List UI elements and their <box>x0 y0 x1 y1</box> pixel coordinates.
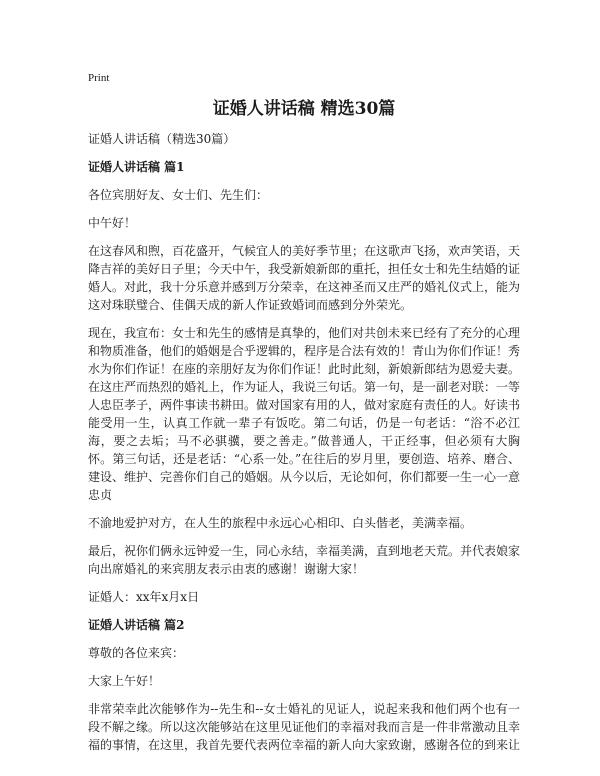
document-subtitle: 证婚人讲话稿（精选30篇） <box>88 132 236 146</box>
paragraph: 中午好！ <box>88 216 137 230</box>
paragraph: 不渝地爱护对方，在人生的旅程中永远心心相印、白头偕老，美满幸福。 <box>88 516 473 530</box>
print-label: Print <box>88 72 110 84</box>
paragraph: 各位宾朋好友、女士们、先生们： <box>88 188 269 202</box>
paragraph: 大家上午好！ <box>88 674 161 688</box>
document-body <box>88 130 520 764</box>
signature-line: 证婚人：xx年x月x日 <box>88 590 200 604</box>
paragraph: 在这春风和煦，百花盛开，气候宜人的美好季节里；在这歌声飞扬，欢声笑语，天降吉祥的美好日子里；今天中午，我受新娘新郎的重托，担任女士和先生结婚的证婚人。对此，我十分乐意并感到万分荣幸，在这神圣而又庄严的婚礼仪式上，能为这对珠联璧合、佳偶天成的新人作证致婚词而感到分外荣光。 <box>88 244 521 312</box>
section-heading: 证婚人讲话稿 篇1 <box>88 160 185 174</box>
paragraph: 非常荣幸此次能够作为--先生和--女士婚礼的见证人，说起来我和他们两个也有一段不解之缘。所以这次能够站在这里见证他们的幸福对我而言是一件非常激动且幸福的事情，在这里，我首先要代表两位幸福的新人向大家致谢，感谢各位的到来让 <box>88 702 521 752</box>
paragraph: 最后，祝你们俩永远钟爱一生，同心永结，幸福美满，直到地老天荒。并代表娘家向出席婚礼的来宾朋友表示由衷的感谢！谢谢大家！ <box>88 544 521 576</box>
section-heading: 证婚人讲话稿 篇2 <box>88 618 185 632</box>
paragraph: 现在，我宣布：女士和先生的感情是真挚的，他们对共创未来已经有了充分的心理和物质准备，他们的婚姻是合乎逻辑的，程序是合法有效的！青山为你们作证！秀水为你们作证！在座的亲朋好友为你们作证！此时此刻，新娘新郎结为恩爱夫妻。在这庄严而热烈的婚礼上，作为证人，我说三句话。第一句，是一副老对联：一等人忠臣孝子，两件事读书耕田。做对国家有用的人，做对家庭有责任的人。好读书能受用一生，认真工作就一辈子有饭吃。第二句话，仍是一句老话：“浴不必江海，要之去垢；马不必骐骥，要之善走。”做普通人，干正经事，但必须有大胸怀。第三句话，还是老话：“心系一处。”在往后的岁月里，要创造、培养、磨合、建设、维护、完善你们自己的婚姻。从今以后，无论如何，你们都要一生一心一意忠贞 <box>88 326 521 502</box>
document-title: 证婚人讲话稿 精选30篇 <box>212 99 396 119</box>
paragraph: 尊敬的各位来宾： <box>88 646 185 660</box>
